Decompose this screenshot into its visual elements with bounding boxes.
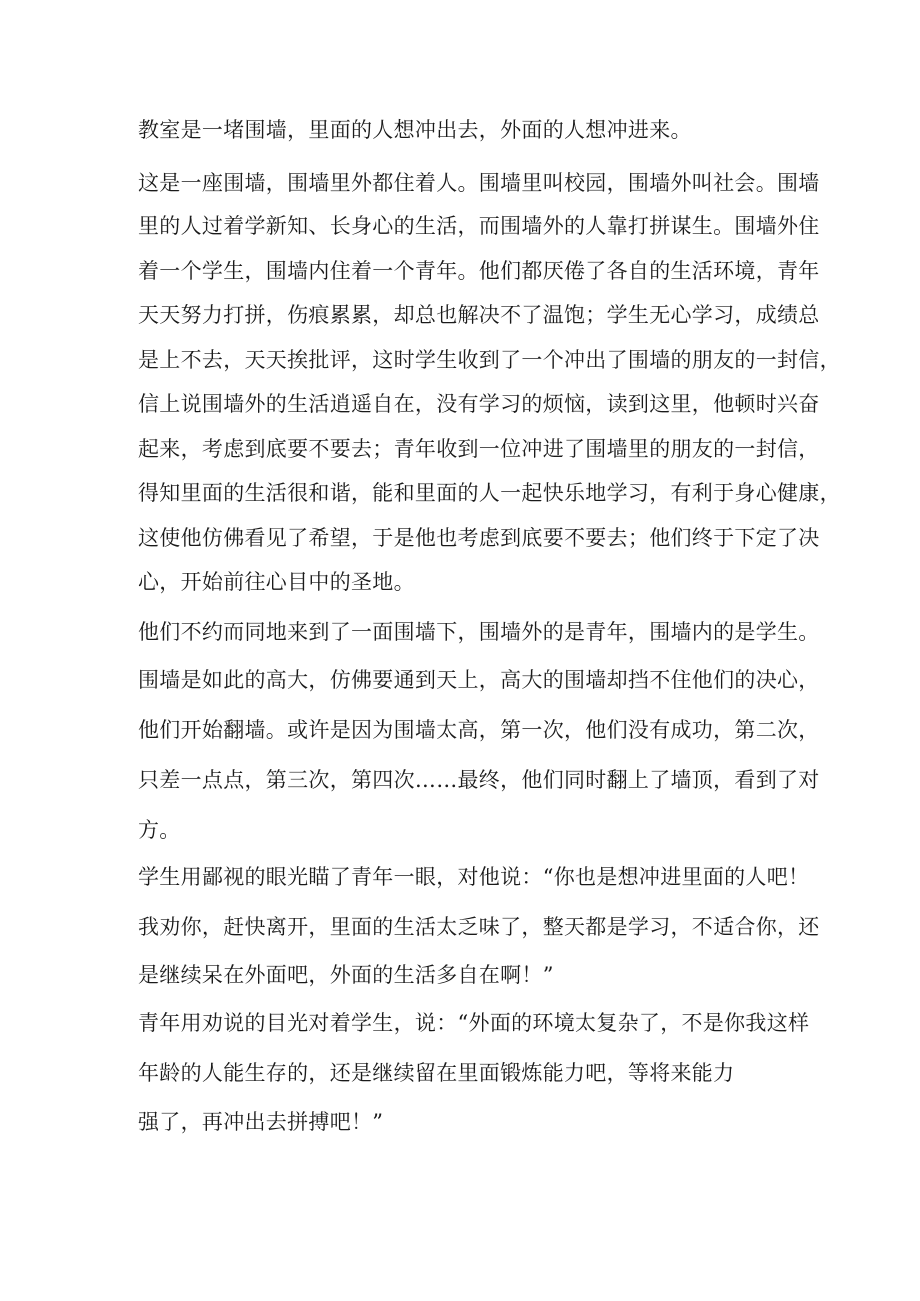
text-line: 青年用劝说的目光对着学生，说：“外面的环境太复杂了，不是你我这样 (138, 1011, 810, 1035)
text-line: 着一个学生，围墙内住着一个青年。他们都厌倦了各自的生活环境，青年 (138, 259, 820, 283)
text-line: 教室是一堵围墙，里面的人想冲出去，外面的人想冲进来。 (138, 118, 692, 142)
text-line: 学生用鄙视的眼光瞄了青年一眼，对他说：“你也是想冲进里面的人吧！ (138, 865, 810, 889)
text-line: 天天努力打拼，伤痕累累，却总也解决不了温饱；学生无心学习，成绩总 (138, 303, 820, 327)
text-line: 是上不去，天天挨批评，这时学生收到了一个冲出了围墙的朋友的一封信， (138, 348, 841, 372)
text-line: 方。 (138, 818, 181, 842)
text-line: 我劝你，赶快离开，里面的生活太乏味了，整天都是学习，不适合你，还 (138, 915, 820, 939)
text-line: 围墙是如此的高大，仿佛要通到天上，高大的围墙却挡不住他们的决心， (138, 668, 820, 692)
text-line: 年龄的人能生存的，还是继续留在里面锻炼能力吧，等将来能力 (138, 1061, 735, 1085)
text-line: 里的人过着学新知、长身心的生活，而围墙外的人靠打拼谋生。围墙外住 (138, 214, 820, 238)
text-line: 只差一点点，第三次，第四次……最终，他们同时翻上了墙顶，看到了对 (138, 768, 820, 792)
text-line: 是继续呆在外面吧，外面的生活多自在啊！” (138, 963, 554, 987)
text-line: 信上说围墙外的生活逍遥自在，没有学习的烦恼，读到这里，他顿时兴奋 (138, 392, 820, 416)
text-line: 起来，考虑到底要不要去；青年收到一位冲进了围墙里的朋友的一封信， (138, 437, 820, 461)
text-line: 这是一座围墙，围墙里外都住着人。围墙里叫校园，围墙外叫社会。围墙 (138, 171, 820, 195)
text-line: 他们不约而同地来到了一面围墙下，围墙外的是青年，围墙内的是学生。 (138, 620, 820, 644)
text-line: 心，开始前往心目中的圣地。 (138, 570, 415, 594)
text-line: 他们开始翻墙。或许是因为围墙太高，第一次，他们没有成功，第二次， (138, 718, 820, 742)
text-line: 强了，再冲出去拼搏吧！” (138, 1110, 384, 1134)
text-line: 得知里面的生活很和谐，能和里面的人一起快乐地学习，有利于身心健康， (138, 481, 841, 505)
text-line: 这使他仿佛看见了希望，于是他也考虑到底要不要去；他们终于下定了决 (138, 526, 820, 550)
